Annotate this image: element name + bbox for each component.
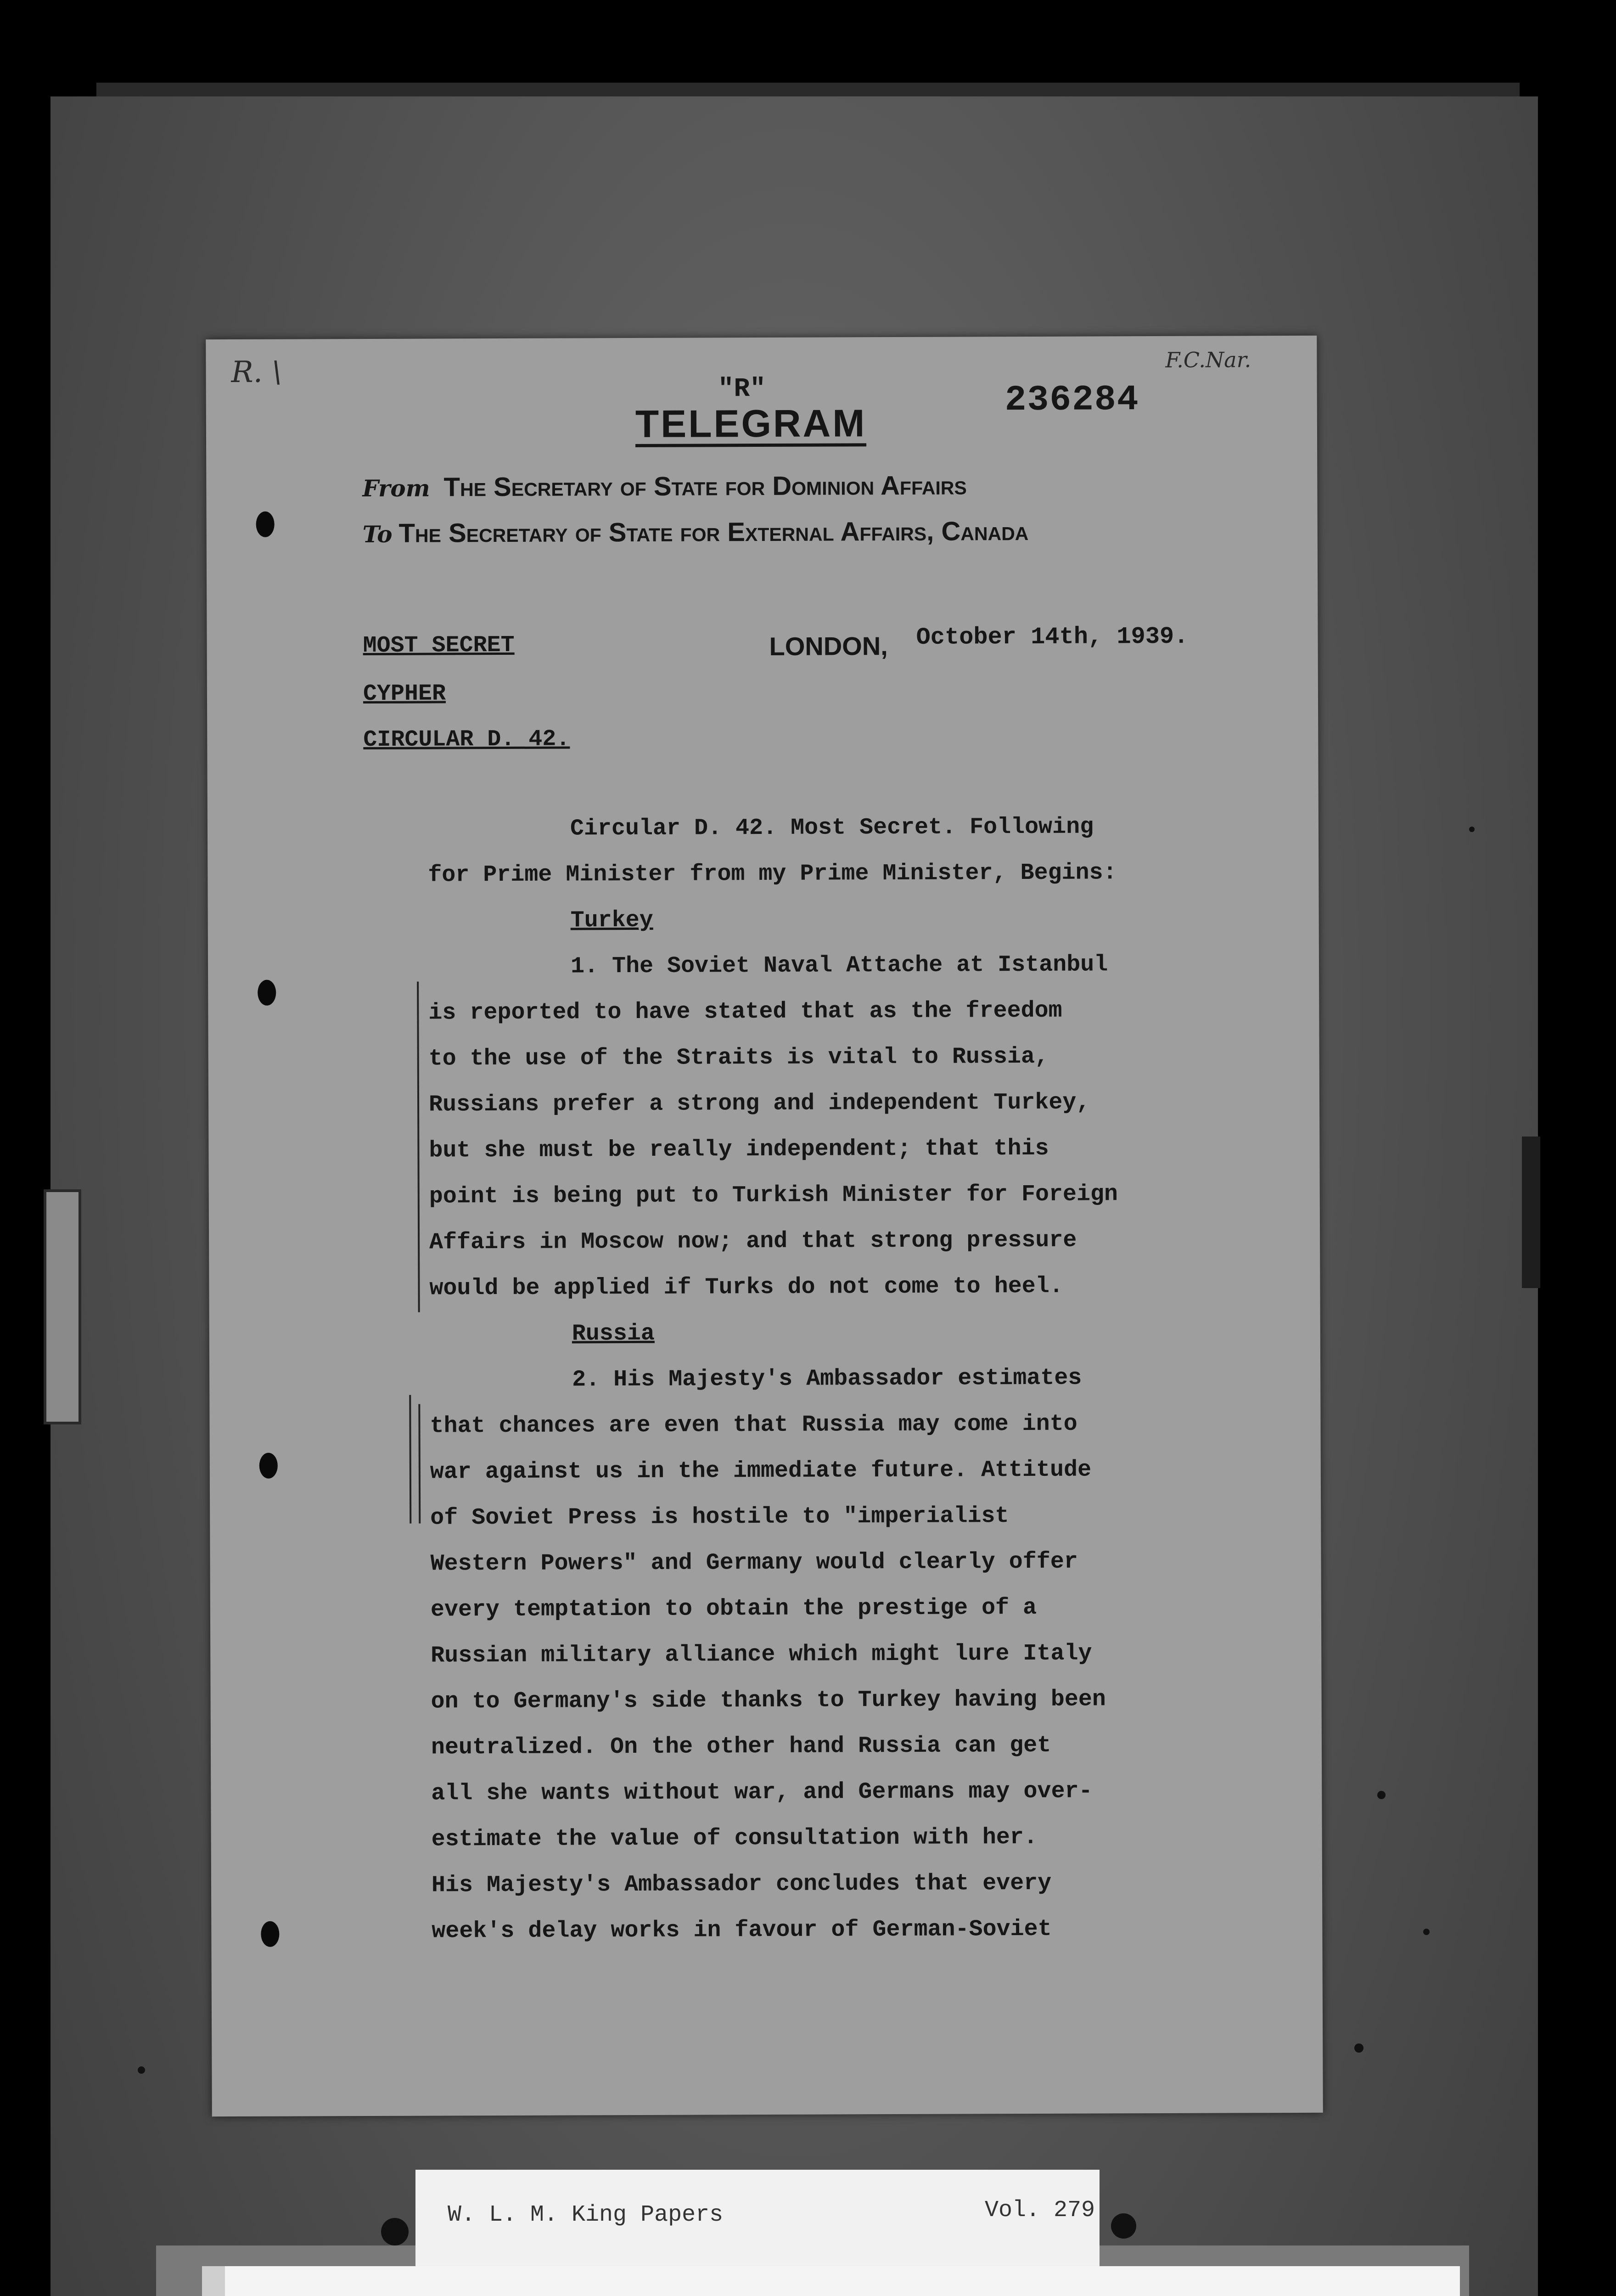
dust-speck [381, 2218, 409, 2245]
punch-hole [256, 512, 275, 537]
date: October 14th, 1939. [916, 623, 1189, 651]
body-line: every temptation to obtain the prestige of a [430, 1594, 1037, 1623]
body-line: would be applied if Turks do not come to heel. [429, 1273, 1063, 1302]
body-line: His Majesty's Ambassador concludes that every [431, 1870, 1052, 1899]
dust-speck [1111, 2213, 1136, 2239]
classification-most-secret: MOST SECRET [363, 632, 515, 659]
dust-speck [1423, 1929, 1430, 1935]
to-line [363, 516, 1029, 549]
from-text: The Secretary of State for Dominion Affairs [443, 470, 967, 502]
punch-hole [261, 1921, 279, 1947]
right-clip [1522, 1137, 1540, 1288]
body-line: is reported to have stated that as the freedom [428, 997, 1062, 1026]
heading-turkey: Turkey [570, 907, 653, 934]
handwritten-tick-mark: R. \ [231, 355, 282, 390]
place: LONDON, [769, 631, 888, 661]
body-line: but she must be really independent; that this [429, 1135, 1049, 1164]
body-line: for Prime Minister from my Prime Minister, Begins: [428, 860, 1117, 889]
to-text: The Secretary of State for External Affairs, Canada [398, 516, 1029, 548]
body-line: week's delay works in favour of German-Soviet [432, 1916, 1052, 1945]
volume-number: Vol. 279 [985, 2197, 1095, 2223]
body-line: Circular D. 42. Most Secret. Following [570, 814, 1094, 842]
margin-mark-line [418, 1404, 421, 1524]
body-line: Russians prefer a strong and independent Turkey, [428, 1089, 1090, 1118]
classification-circular: CIRCULAR D. 42. [363, 726, 570, 754]
body-line: of Soviet Press is hostile to "imperialist [430, 1503, 1009, 1531]
body-line: to the use of the Straits is vital to Russia, [428, 1043, 1049, 1072]
body-line: point is being put to Turkish Minister for Foreign [429, 1181, 1118, 1210]
from-label: From [362, 474, 430, 502]
dust-speck [1469, 827, 1475, 832]
collection-label [415, 2170, 1100, 2273]
r-mark: "R" [718, 374, 766, 405]
dust-speck [1354, 2043, 1364, 2053]
body-line: Western Powers" and Germany would clearly offer [430, 1548, 1078, 1577]
body-line: all she wants without war, and Germans may over- [431, 1778, 1093, 1807]
body-line: Russian military alliance which might lure Italy [431, 1640, 1092, 1669]
body-line: Affairs in Moscow now; and that strong pressure [429, 1227, 1077, 1256]
classification-cypher: CYPHER [363, 681, 446, 708]
body-line: on to Germany's side thanks to Turkey having been [431, 1686, 1106, 1715]
reference-number: 236284 [1004, 380, 1139, 421]
from-line [362, 470, 967, 503]
telegram-page [206, 336, 1323, 2116]
body-line: 1. The Soviet Naval Attache at Istanbul [570, 951, 1108, 980]
telegram-title: TELEGRAM [635, 404, 867, 447]
dust-speck [1377, 1791, 1386, 1799]
margin-mark-line [417, 982, 420, 1312]
body-line: estimate the value of consultation with her. [431, 1824, 1038, 1853]
body-line: 2. His Majesty's Ambassador estimates [572, 1365, 1082, 1393]
punch-hole [258, 980, 276, 1006]
punch-hole [259, 1453, 278, 1479]
handwritten-note: F.C.Nar. [1165, 347, 1251, 372]
left-clip [44, 1189, 81, 1424]
margin-mark-line [409, 1395, 411, 1524]
collection-name: W. L. M. King Papers [448, 2202, 724, 2228]
archive-card [202, 2266, 1460, 2296]
heading-russia: Russia [572, 1320, 655, 1347]
body-line: that chances are even that Russia may come into [430, 1411, 1077, 1440]
body-line: neutralized. On the other hand Russia can get [431, 1732, 1051, 1761]
body-line: war against us in the immediate future. Attitude [430, 1457, 1092, 1486]
dust-speck [138, 2066, 145, 2074]
to-label: To [362, 520, 393, 548]
